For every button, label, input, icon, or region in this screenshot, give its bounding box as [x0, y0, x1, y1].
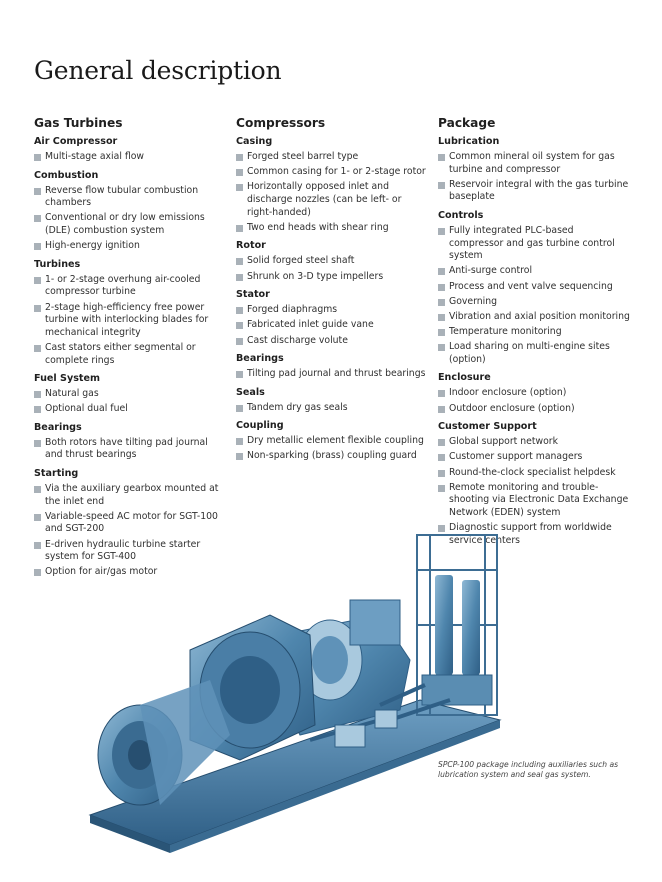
list-item-text: Multi-stage axial flow [45, 151, 145, 162]
list-item [34, 240, 224, 253]
square-bullet-icon [236, 453, 243, 460]
list-item [34, 274, 224, 299]
bullet-list [236, 435, 426, 463]
list-item [438, 387, 630, 400]
square-bullet-icon [34, 406, 41, 413]
list-item-text: Outdoor enclosure (option) [449, 402, 575, 414]
list-item-text: Vibration and axial position monitoring [449, 310, 630, 322]
square-bullet-icon [438, 406, 445, 413]
square-bullet-icon [236, 405, 243, 412]
section-title: Turbines [34, 258, 81, 270]
bullet-list [34, 388, 224, 416]
bullet-list [236, 304, 426, 347]
section [34, 136, 224, 164]
list-item [438, 281, 630, 294]
column-heading: Package [438, 116, 496, 130]
list-item [236, 166, 426, 179]
list-item-text: Two end heads with shear ring [247, 221, 389, 233]
section-title: Starting [34, 468, 79, 480]
column-heading: Compressors [236, 116, 326, 130]
square-bullet-icon [34, 277, 41, 284]
list-item-text: Process and vent valve sequencing [449, 280, 613, 292]
bullet-list [236, 368, 426, 381]
list-item [438, 179, 630, 204]
list-item [236, 271, 426, 284]
square-bullet-icon [236, 322, 243, 329]
list-item-text: E-driven hydraulic turbine starter system for SGT-400 [45, 538, 201, 563]
list-item-text: Tilting pad journal and thrust bearings [247, 368, 426, 380]
square-bullet-icon [438, 485, 445, 492]
list-item-text: 1- or 2-stage overhung air-cooled compressor turbine [45, 273, 201, 298]
list-item-text: Indoor enclosure (option) [449, 387, 567, 399]
section [438, 210, 630, 367]
section [438, 372, 630, 415]
bullet-list [34, 437, 224, 462]
list-item [236, 335, 426, 348]
list-item-text: Customer support managers [449, 451, 583, 463]
section [34, 373, 224, 416]
list-item-text: Forged diaphragms [247, 304, 338, 316]
list-item-text: Dry metallic element flexible coupling [247, 435, 424, 447]
list-item-text: Remote monitoring and trouble-shooting via Electronic Data Exchange Network (EDEN) system [449, 481, 629, 518]
bullet-list [438, 151, 630, 204]
list-item-text: Common mineral oil system for gas turbine and compressor [449, 151, 615, 175]
section-title: Customer Support [438, 421, 537, 433]
square-bullet-icon [34, 215, 41, 222]
list-item [438, 341, 630, 366]
list-item-text: Round-the-clock specialist helpdesk [449, 466, 616, 478]
section-title: Stator [236, 289, 270, 301]
list-item [438, 311, 630, 324]
square-bullet-icon [34, 486, 41, 493]
list-item-text: Conventional or dry low emissions (DLE) combustion system [45, 212, 205, 236]
column-gas-turbines [34, 116, 224, 582]
bullet-list [34, 185, 224, 253]
section [438, 136, 630, 204]
section [236, 353, 426, 381]
section-title: Fuel System [34, 373, 101, 385]
list-item [438, 436, 630, 449]
section-title: Controls [438, 209, 484, 221]
square-bullet-icon [236, 258, 243, 265]
section [34, 259, 224, 367]
section-title: Rotor [236, 240, 266, 252]
square-bullet-icon [34, 188, 41, 195]
square-bullet-icon [438, 299, 445, 306]
list-item [236, 402, 426, 415]
square-bullet-icon [34, 345, 41, 352]
list-item [34, 185, 224, 210]
section [34, 422, 224, 462]
square-bullet-icon [34, 243, 41, 250]
square-bullet-icon [438, 268, 445, 275]
section-title: Combustion [34, 169, 99, 181]
square-bullet-icon [34, 569, 41, 576]
square-bullet-icon [438, 228, 445, 235]
list-item [236, 450, 426, 463]
section-title: Seals [236, 386, 265, 398]
list-item-text: Anti-surge control [449, 265, 533, 277]
list-item [236, 319, 426, 332]
list-item [34, 388, 224, 401]
list-item [236, 255, 426, 268]
square-bullet-icon [236, 274, 243, 281]
square-bullet-icon [34, 154, 41, 161]
square-bullet-icon [236, 438, 243, 445]
square-bullet-icon [438, 454, 445, 461]
list-item-text: Solid forged steel shaft [247, 255, 355, 267]
section-title: Casing [236, 136, 273, 147]
figure-caption: SPCP-100 package including auxiliaries such as lubrication system and seal gas system. [438, 760, 619, 779]
list-item [438, 467, 630, 480]
square-bullet-icon [236, 338, 243, 345]
list-item-text: Natural gas [45, 388, 99, 400]
list-item-text: Governing [449, 295, 498, 307]
list-item [438, 403, 630, 416]
section [236, 387, 426, 415]
square-bullet-icon [34, 440, 41, 447]
list-item-text: Option for air/gas motor [45, 566, 158, 578]
list-item [34, 151, 224, 164]
square-bullet-icon [438, 284, 445, 291]
section [236, 289, 426, 347]
section-title: Lubrication [438, 136, 500, 147]
section [34, 170, 224, 253]
list-item-text: Reverse flow tubular combustion chambers [45, 184, 199, 209]
square-bullet-icon [34, 542, 41, 549]
square-bullet-icon [236, 307, 243, 314]
list-item [236, 304, 426, 317]
list-item-text: Via the auxiliary gearbox mounted at the inlet end [45, 483, 219, 507]
bullet-list [236, 151, 426, 234]
section [236, 136, 426, 234]
list-item [34, 302, 224, 340]
list-item-text: Forged steel barrel type [247, 151, 359, 162]
list-item [438, 225, 630, 263]
list-item-text: Shrunk on 3-D type impellers [247, 270, 384, 282]
list-item-text: Variable-speed AC motor for SGT-100 and SGT-200 [45, 510, 218, 535]
square-bullet-icon [438, 470, 445, 477]
list-item-text: Cast stators either segmental or complete rings [45, 341, 196, 366]
bullet-list [34, 274, 224, 367]
square-bullet-icon [236, 184, 243, 191]
square-bullet-icon [438, 182, 445, 189]
square-bullet-icon [438, 344, 445, 351]
square-bullet-icon [438, 329, 445, 336]
list-item-text: Global support network [449, 436, 559, 448]
page-title: General description [34, 56, 282, 85]
list-item-text: Tandem dry gas seals [247, 401, 348, 413]
section [236, 240, 426, 283]
list-item-text: Load sharing on multi-engine sites (option) [449, 341, 610, 365]
list-item [236, 435, 426, 448]
section-title: Bearings [236, 353, 284, 365]
bullet-list [438, 225, 630, 367]
square-bullet-icon [34, 391, 41, 398]
square-bullet-icon [236, 371, 243, 378]
list-item-text: Non-sparking (brass) coupling guard [247, 450, 417, 462]
list-item-text: Cast discharge volute [247, 334, 348, 346]
bullet-list [34, 151, 224, 164]
column-package [438, 116, 630, 550]
list-item-text: High-energy ignition [45, 240, 140, 252]
section-title: Air Compressor [34, 136, 118, 147]
list-item-text: Horizontally opposed inlet and discharge nozzles (can be left- or right-handed) [247, 181, 402, 218]
list-item-text: Reservoir integral with the gas turbine baseplate [449, 178, 629, 203]
list-item [236, 222, 426, 235]
list-item-text: Both rotors have tilting pad journal and thrust bearings [45, 436, 208, 461]
square-bullet-icon [438, 390, 445, 397]
bullet-list [236, 402, 426, 415]
list-item-text: Diagnostic support from worldwide service centers [449, 522, 612, 546]
square-bullet-icon [438, 439, 445, 446]
list-item [438, 326, 630, 339]
section-title: Coupling [236, 420, 284, 432]
square-bullet-icon [236, 225, 243, 232]
list-item [236, 368, 426, 381]
list-item [438, 451, 630, 464]
square-bullet-icon [236, 154, 243, 161]
list-item-text: Fabricated inlet guide vane [247, 319, 374, 331]
list-item [34, 342, 224, 367]
list-item [438, 151, 630, 176]
square-bullet-icon [34, 305, 41, 312]
square-bullet-icon [438, 154, 445, 161]
square-bullet-icon [34, 514, 41, 521]
list-item [236, 181, 426, 219]
square-bullet-icon [438, 314, 445, 321]
section-title: Enclosure [438, 372, 491, 384]
list-item [34, 212, 224, 237]
list-item [34, 437, 224, 462]
list-item-text: Temperature monitoring [449, 326, 562, 338]
list-item [236, 151, 426, 164]
list-item [34, 483, 224, 508]
section-title: Bearings [34, 421, 82, 433]
column-compressors [236, 116, 426, 466]
column-heading: Gas Turbines [34, 116, 123, 130]
bullet-list [236, 255, 426, 283]
list-item [34, 403, 224, 416]
list-item [438, 296, 630, 309]
bullet-list [438, 387, 630, 415]
list-item [438, 265, 630, 278]
list-item [438, 482, 630, 520]
list-item-text: Common casing for 1- or 2-stage rotor [247, 166, 426, 178]
list-item-text: Fully integrated PLC-based compressor and gas turbine control system [449, 224, 615, 262]
list-item-text: Optional dual fuel [45, 403, 128, 415]
list-item-text: 2-stage high-efficiency free power turbine with interlocking blades for mechanical integrity [45, 301, 209, 338]
section [236, 420, 426, 463]
square-bullet-icon [236, 169, 243, 176]
compressor-package-illustration [80, 525, 560, 855]
